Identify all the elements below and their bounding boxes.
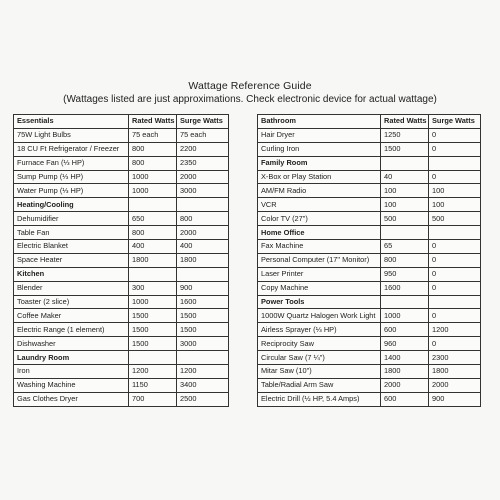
table-row xyxy=(14,142,229,156)
device-name: Fax Machine xyxy=(258,240,381,254)
surge-watts: 1800 xyxy=(177,253,229,267)
table-row xyxy=(14,323,229,337)
device-name: Dishwasher xyxy=(14,337,129,351)
device-name: Iron xyxy=(14,365,129,379)
surge-watts: 0 xyxy=(429,281,481,295)
table-row xyxy=(14,128,229,142)
category-label: Home Office xyxy=(258,226,381,240)
surge-watts: 1200 xyxy=(177,365,229,379)
device-name: Dehumidifier xyxy=(14,212,129,226)
rated-watts xyxy=(381,226,429,240)
column-header: Essentials xyxy=(14,115,129,129)
surge-watts: 75 each xyxy=(177,128,229,142)
category-row xyxy=(258,156,481,170)
category-row xyxy=(14,351,229,365)
surge-watts: 3000 xyxy=(177,337,229,351)
rated-watts xyxy=(129,267,177,281)
category-row xyxy=(258,295,481,309)
surge-watts: 100 xyxy=(429,184,481,198)
device-name: Washing Machine xyxy=(14,378,129,392)
device-name: Gas Clothes Dryer xyxy=(14,392,129,406)
surge-watts: 3000 xyxy=(177,184,229,198)
surge-watts: 2000 xyxy=(177,226,229,240)
surge-watts: 0 xyxy=(429,240,481,254)
device-name: 1000W Quartz Halogen Work Light xyxy=(258,309,381,323)
rated-watts: 1400 xyxy=(381,351,429,365)
device-name: Color TV (27") xyxy=(258,212,381,226)
surge-watts xyxy=(429,156,481,170)
table-row xyxy=(258,212,481,226)
surge-watts: 1500 xyxy=(177,323,229,337)
surge-watts: 1500 xyxy=(177,309,229,323)
category-label: Power Tools xyxy=(258,295,381,309)
table-row xyxy=(14,309,229,323)
rated-watts: 1150 xyxy=(129,378,177,392)
rated-watts xyxy=(129,198,177,212)
surge-watts xyxy=(177,267,229,281)
table-row xyxy=(258,184,481,198)
rated-watts: 1200 xyxy=(129,365,177,379)
rated-watts: 1250 xyxy=(381,128,429,142)
table-header-row xyxy=(258,115,481,129)
surge-watts: 900 xyxy=(177,281,229,295)
table-row xyxy=(258,240,481,254)
surge-watts: 400 xyxy=(177,240,229,254)
rated-watts: 65 xyxy=(381,240,429,254)
table-row xyxy=(258,142,481,156)
category-row xyxy=(14,267,229,281)
table-row xyxy=(14,212,229,226)
rated-watts: 600 xyxy=(381,323,429,337)
table-row xyxy=(258,351,481,365)
table-row xyxy=(258,281,481,295)
rated-watts: 1000 xyxy=(129,170,177,184)
device-name: VCR xyxy=(258,198,381,212)
table-row xyxy=(258,267,481,281)
surge-watts: 800 xyxy=(177,212,229,226)
table-row xyxy=(258,392,481,406)
surge-watts: 0 xyxy=(429,170,481,184)
surge-watts: 0 xyxy=(429,309,481,323)
device-name: Circular Saw (7 ¼") xyxy=(258,351,381,365)
rated-watts: 40 xyxy=(381,170,429,184)
table-row xyxy=(258,170,481,184)
category-label: Heating/Cooling xyxy=(14,198,129,212)
category-row xyxy=(258,226,481,240)
surge-watts: 2350 xyxy=(177,156,229,170)
surge-watts xyxy=(177,198,229,212)
surge-watts: 1200 xyxy=(429,323,481,337)
page-subtitle: (Wattages listed are just approximations. Check electronic device for actual wattage) xyxy=(63,94,437,105)
table-row xyxy=(258,378,481,392)
surge-watts: 0 xyxy=(429,142,481,156)
rated-watts: 1600 xyxy=(381,281,429,295)
surge-watts: 2000 xyxy=(177,170,229,184)
table-row xyxy=(14,281,229,295)
device-name: Copy Machine xyxy=(258,281,381,295)
device-name: Furnace Fan (⅓ HP) xyxy=(14,156,129,170)
table-row xyxy=(14,365,229,379)
rated-watts xyxy=(381,295,429,309)
table-row xyxy=(14,240,229,254)
rated-watts: 75 each xyxy=(129,128,177,142)
device-name: X-Box or Play Station xyxy=(258,170,381,184)
rated-watts: 600 xyxy=(381,392,429,406)
device-name: Hair Dryer xyxy=(258,128,381,142)
surge-watts: 2300 xyxy=(429,351,481,365)
surge-watts: 2200 xyxy=(177,142,229,156)
rated-watts: 960 xyxy=(381,337,429,351)
table-row xyxy=(258,253,481,267)
device-name: Blender xyxy=(14,281,129,295)
device-name: Electric Drill (½ HP, 5.4 Amps) xyxy=(258,392,381,406)
column-header: Surge Watts xyxy=(177,115,229,129)
surge-watts: 0 xyxy=(429,267,481,281)
column-header: Rated Watts xyxy=(381,115,429,129)
rated-watts: 2000 xyxy=(381,378,429,392)
surge-watts xyxy=(429,295,481,309)
column-header: Bathroom xyxy=(258,115,381,129)
table-row xyxy=(14,184,229,198)
wattage-table-left xyxy=(13,114,229,407)
table-row xyxy=(14,253,229,267)
rated-watts: 500 xyxy=(381,212,429,226)
device-name: AM/FM Radio xyxy=(258,184,381,198)
device-name: 75W Light Bulbs xyxy=(14,128,129,142)
rated-watts: 1800 xyxy=(129,253,177,267)
device-name: Electric Blanket xyxy=(14,240,129,254)
surge-watts: 900 xyxy=(429,392,481,406)
rated-watts: 1500 xyxy=(129,309,177,323)
column-header: Surge Watts xyxy=(429,115,481,129)
device-name: Space Heater xyxy=(14,253,129,267)
device-name: Reciprocity Saw xyxy=(258,337,381,351)
device-name: Coffee Maker xyxy=(14,309,129,323)
table-row xyxy=(258,198,481,212)
rated-watts: 950 xyxy=(381,267,429,281)
table-row xyxy=(14,392,229,406)
rated-watts: 100 xyxy=(381,198,429,212)
category-label: Laundry Room xyxy=(14,351,129,365)
surge-watts: 500 xyxy=(429,212,481,226)
device-name: Table Fan xyxy=(14,226,129,240)
device-name: 18 CU Ft Refrigerator / Freezer xyxy=(14,142,129,156)
surge-watts: 1600 xyxy=(177,295,229,309)
table-row xyxy=(14,170,229,184)
table-row xyxy=(258,337,481,351)
category-row xyxy=(14,198,229,212)
rated-watts: 400 xyxy=(129,240,177,254)
rated-watts: 1800 xyxy=(381,365,429,379)
table-row xyxy=(258,128,481,142)
rated-watts: 1000 xyxy=(129,295,177,309)
surge-watts: 2000 xyxy=(429,378,481,392)
rated-watts: 1000 xyxy=(129,184,177,198)
surge-watts xyxy=(429,226,481,240)
category-label: Family Room xyxy=(258,156,381,170)
table-row xyxy=(14,295,229,309)
table-row xyxy=(14,226,229,240)
rated-watts: 800 xyxy=(129,226,177,240)
rated-watts: 100 xyxy=(381,184,429,198)
rated-watts: 1500 xyxy=(129,337,177,351)
rated-watts: 800 xyxy=(129,156,177,170)
device-name: Curling Iron xyxy=(258,142,381,156)
surge-watts: 0 xyxy=(429,128,481,142)
device-name: Personal Computer (17" Monitor) xyxy=(258,253,381,267)
surge-watts: 100 xyxy=(429,198,481,212)
rated-watts xyxy=(129,351,177,365)
surge-watts: 0 xyxy=(429,253,481,267)
rated-watts: 700 xyxy=(129,392,177,406)
rated-watts xyxy=(381,156,429,170)
wattage-table-right xyxy=(257,114,481,407)
table-header-row xyxy=(14,115,229,129)
table-row xyxy=(14,337,229,351)
device-name: Water Pump (⅓ HP) xyxy=(14,184,129,198)
table-row xyxy=(258,309,481,323)
table-row xyxy=(258,323,481,337)
surge-watts xyxy=(177,351,229,365)
rated-watts: 300 xyxy=(129,281,177,295)
rated-watts: 1500 xyxy=(129,323,177,337)
rated-watts: 1500 xyxy=(381,142,429,156)
rated-watts: 1000 xyxy=(381,309,429,323)
device-name: Airless Sprayer (⅓ HP) xyxy=(258,323,381,337)
table-row xyxy=(14,378,229,392)
column-header: Rated Watts xyxy=(129,115,177,129)
rated-watts: 800 xyxy=(129,142,177,156)
device-name: Laser Printer xyxy=(258,267,381,281)
device-name: Mitar Saw (10") xyxy=(258,365,381,379)
table-row xyxy=(258,365,481,379)
rated-watts: 800 xyxy=(381,253,429,267)
device-name: Electric Range (1 element) xyxy=(14,323,129,337)
surge-watts: 2500 xyxy=(177,392,229,406)
surge-watts: 0 xyxy=(429,337,481,351)
page-title: Wattage Reference Guide xyxy=(188,80,312,92)
surge-watts: 1800 xyxy=(429,365,481,379)
surge-watts: 3400 xyxy=(177,378,229,392)
device-name: Toaster (2 slice) xyxy=(14,295,129,309)
table-row xyxy=(14,156,229,170)
device-name: Table/Radial Arm Saw xyxy=(258,378,381,392)
device-name: Sump Pump (⅓ HP) xyxy=(14,170,129,184)
rated-watts: 650 xyxy=(129,212,177,226)
category-label: Kitchen xyxy=(14,267,129,281)
